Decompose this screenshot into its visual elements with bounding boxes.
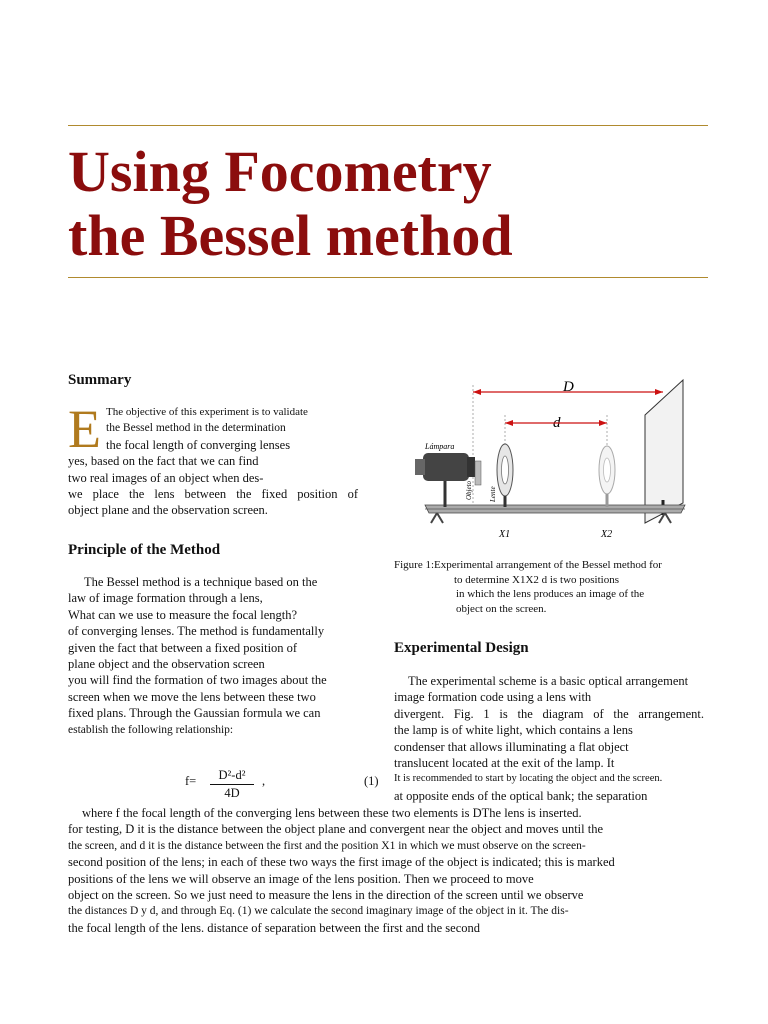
lens-x1-aperture xyxy=(502,456,509,484)
figure-label-lamp: Lámpara xyxy=(425,442,455,451)
principle-line: of converging lenses. The method is fundamentally xyxy=(68,624,325,639)
bench-legs xyxy=(431,513,671,523)
summary-line: the focal length of converging lenses xyxy=(106,437,291,452)
arrow-right-D xyxy=(655,389,663,395)
summary-text xyxy=(68,399,358,519)
figure-label-x1: X1 xyxy=(499,529,511,540)
caption-line: in which the lens produces an image of the xyxy=(456,588,645,600)
figure-label-lens: Lente xyxy=(489,486,497,502)
design-line: the lamp is of white light, which contains a lens xyxy=(394,723,633,738)
arrow-left-d xyxy=(505,420,513,426)
fraction-bar xyxy=(210,784,254,785)
design-line: The experimental scheme is a basic optical arrangement xyxy=(408,674,689,688)
body-text xyxy=(68,805,708,936)
design-line: image formation code using a lens with xyxy=(394,690,592,705)
summary-line: two real images of an object when des- xyxy=(68,470,264,485)
principle-line: law of image formation through a lens, xyxy=(68,591,263,606)
caption-line: Figure 1:Experimental arrangement of the Bessel method for xyxy=(394,559,662,571)
figure-label-d: d xyxy=(553,415,561,431)
design-heading: Experimental Design xyxy=(394,640,529,656)
principle-line: What can we use to measure the focal length? xyxy=(68,607,298,622)
lamp-body xyxy=(423,453,469,481)
design-line: at opposite ends of the optical bank; the separation xyxy=(394,788,648,803)
body-line: second position of the lens; in each of these two ways the first image of the object is indicated; this is marked xyxy=(68,855,615,870)
arrow-left-D xyxy=(473,389,481,395)
principle-line: screen when we move the lens between these two xyxy=(68,689,316,704)
summary-line: object plane and the observation screen. xyxy=(68,503,268,518)
principle-text xyxy=(68,574,378,738)
body-line: for testing, D it is the distance between the object plane and convergent near the object and moves until the xyxy=(68,822,604,837)
principle-line: fixed plans. Through the Gaussian formula we can xyxy=(68,706,321,721)
body-line: the screen, and d it is the distance between the first and the position X1 in which we must observe on the screen- xyxy=(68,839,586,852)
summary-heading: Summary xyxy=(68,372,132,388)
lamp-back xyxy=(415,459,425,475)
design-text xyxy=(394,673,704,804)
principle-line: The Bessel method is a technique based on the xyxy=(84,575,318,589)
figure-label-D: D xyxy=(563,379,574,395)
figure-label-object: Objeto xyxy=(465,480,473,500)
principle-heading: Principle of the Method xyxy=(68,542,221,558)
lens-x2-aperture xyxy=(604,458,611,482)
equation-numerator: D²-d² xyxy=(218,768,246,782)
summary-line: we place the lens between the fixed position of xyxy=(68,487,358,502)
title-line-1: Using Focometry xyxy=(68,139,492,204)
object-holder xyxy=(475,461,481,485)
summary-dropcap: E xyxy=(68,399,101,459)
design-line: divergent. Fig. 1 is the diagram of the arrangement. xyxy=(394,706,704,721)
bessel-apparatus-figure xyxy=(395,375,695,545)
title-bottom-rule xyxy=(68,277,708,278)
equation-comma: , xyxy=(262,774,266,788)
body-line: the distances D y d, and through Eq. (1) we calculate the second imaginary image of the object in it. The dis- xyxy=(68,905,569,918)
figure-label-x2: X2 xyxy=(601,529,613,540)
body-line: where f the focal length of the converging lens between these two elements is DThe lens is inserted. xyxy=(82,806,582,820)
figure-caption xyxy=(394,558,662,616)
principle-line: given the fact that between a fixed position of xyxy=(68,640,298,655)
top-rule xyxy=(68,125,708,126)
arrow-right-d xyxy=(599,420,607,426)
page-title xyxy=(68,140,513,268)
body-line: object on the screen. So we just need to measure the lens in the direction of the screen until we observe xyxy=(68,888,584,903)
design-line: It is recommended to start by locating the object and the screen. xyxy=(394,773,663,785)
body-line: the focal length of the lens. distance of separation between the first and the second xyxy=(68,920,481,935)
summary-line: the Bessel method in the determination xyxy=(106,422,286,435)
equation-number: (1) xyxy=(364,774,379,788)
equation-lhs: f= xyxy=(185,774,197,788)
equation-fraction xyxy=(210,768,254,801)
design-line: translucent located at the exit of the lamp. It xyxy=(394,756,615,771)
principle-line: establish the following relationship: xyxy=(68,723,234,736)
title-line-2: the Bessel method xyxy=(68,203,513,268)
lamp-front xyxy=(467,457,475,477)
principle-line: you will find the formation of two images about the xyxy=(68,673,327,688)
caption-line: object on the screen. xyxy=(456,602,547,615)
principle-line: plane object and the observation screen xyxy=(68,657,265,672)
design-line: condenser that allows illuminating a flat object xyxy=(394,739,629,754)
caption-line: to determine X1X2 d is two positions xyxy=(454,573,619,586)
summary-line: yes, based on the fact that we can find xyxy=(68,454,259,469)
body-line: positions of the lens we will observe an image of the lens position. Then we proceed to move xyxy=(68,871,534,886)
equation-denominator: 4D xyxy=(224,786,240,800)
summary-line: The objective of this experiment is to validate xyxy=(106,406,308,418)
